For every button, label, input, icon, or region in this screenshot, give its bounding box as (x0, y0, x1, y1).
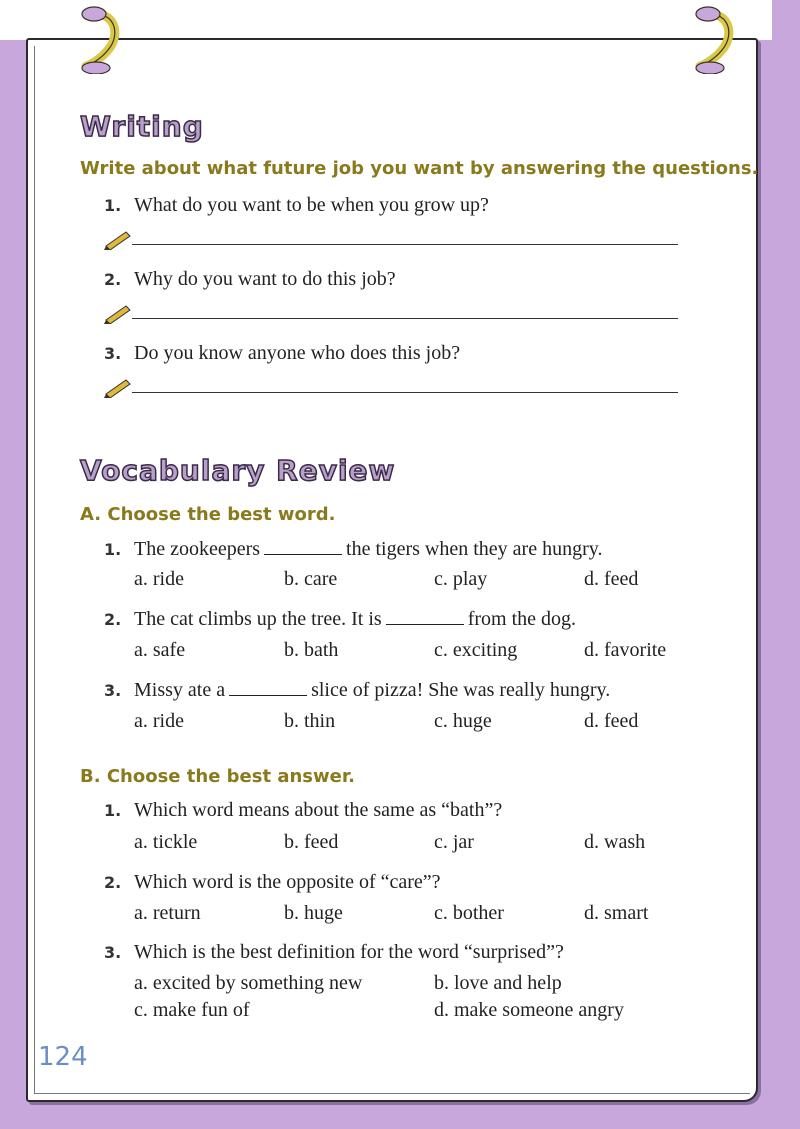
part-a-instruction: A. Choose the best word. (80, 504, 336, 525)
question-text: What do you want to be when you grow up? (134, 194, 489, 216)
option[interactable]: b. bath (284, 639, 339, 661)
question-number: 3. (104, 943, 122, 962)
question-number: 1. (104, 540, 122, 559)
answer-line[interactable] (132, 244, 678, 245)
page-number: 124 (38, 1042, 88, 1072)
option[interactable]: b. thin (284, 710, 336, 732)
pencil-icon (102, 228, 132, 250)
part-b-instruction: B. Choose the best answer. (80, 766, 356, 787)
option[interactable]: a. tickle (134, 831, 198, 853)
option[interactable]: d. feed (584, 710, 639, 732)
sentence-after: the tigers when they are hungry. (346, 538, 603, 560)
question-number: 2. (104, 873, 122, 892)
option[interactable]: a. ride (134, 568, 184, 590)
pencil-icon (102, 302, 132, 324)
binder-ring-left-icon (78, 4, 122, 74)
sentence-after: from the dog. (467, 608, 577, 630)
option[interactable]: d. make someone angry (434, 999, 624, 1021)
option[interactable]: c. make fun of (134, 999, 250, 1021)
option[interactable]: d. favorite (584, 639, 667, 661)
option[interactable]: d. feed (584, 568, 639, 590)
option[interactable]: d. smart (584, 902, 649, 924)
writing-question (104, 268, 396, 291)
question-text: Which is the best definition for the word “surprised”? (134, 941, 564, 963)
answer-blank[interactable] (229, 681, 307, 696)
question-number: 2. (104, 610, 122, 629)
question-text: Why do you want to do this job? (134, 268, 396, 290)
option[interactable]: b. care (284, 568, 338, 590)
question-text: Which word means about the same as “bath”? (134, 799, 503, 821)
option[interactable]: a. safe (134, 639, 186, 661)
fill-blank-question (104, 538, 602, 561)
right-margin (772, 0, 800, 40)
answer-blank[interactable] (264, 540, 342, 555)
option[interactable]: b. feed (284, 831, 339, 853)
answer-line[interactable] (132, 392, 678, 393)
option[interactable]: c. play (434, 568, 488, 590)
question-text: Which word is the opposite of “care”? (134, 871, 441, 893)
multiple-choice-question (104, 799, 502, 822)
pencil-icon (102, 376, 132, 398)
question-number: 2. (104, 270, 122, 289)
fill-blank-question (104, 679, 610, 702)
question-number: 1. (104, 801, 122, 820)
option[interactable]: c. huge (434, 710, 492, 732)
answer-blank[interactable] (386, 610, 464, 625)
sentence-after: slice of pizza! She was really hungry. (311, 679, 611, 701)
vocabulary-review-heading: Vocabulary Review (80, 454, 396, 487)
answer-line[interactable] (132, 318, 678, 319)
sentence-before: The cat climbs up the tree. It is (134, 608, 382, 630)
multiple-choice-question (104, 871, 441, 894)
option[interactable]: c. bother (434, 902, 504, 924)
multiple-choice-question (104, 941, 564, 964)
question-number: 3. (104, 344, 122, 363)
question-number: 1. (104, 196, 122, 215)
fill-blank-question (104, 608, 576, 631)
option[interactable]: a. ride (134, 710, 184, 732)
writing-instruction: Write about what future job you want by answering the questions. (80, 158, 759, 179)
sentence-before: The zookeepers (134, 538, 261, 560)
question-text: Do you know anyone who does this job? (134, 342, 461, 364)
option[interactable]: b. huge (284, 902, 343, 924)
option[interactable]: a. excited by something new (134, 972, 363, 994)
option[interactable]: c. jar (434, 831, 474, 853)
option[interactable]: c. exciting (434, 639, 518, 661)
writing-heading: Writing (80, 110, 204, 143)
sentence-before: Missy ate a (134, 679, 226, 701)
option[interactable]: b. love and help (434, 972, 562, 994)
binder-ring-right-icon (690, 4, 734, 74)
question-number: 3. (104, 681, 122, 700)
writing-question (104, 194, 489, 217)
option[interactable]: d. wash (584, 831, 646, 853)
writing-question (104, 342, 460, 365)
option[interactable]: a. return (134, 902, 201, 924)
